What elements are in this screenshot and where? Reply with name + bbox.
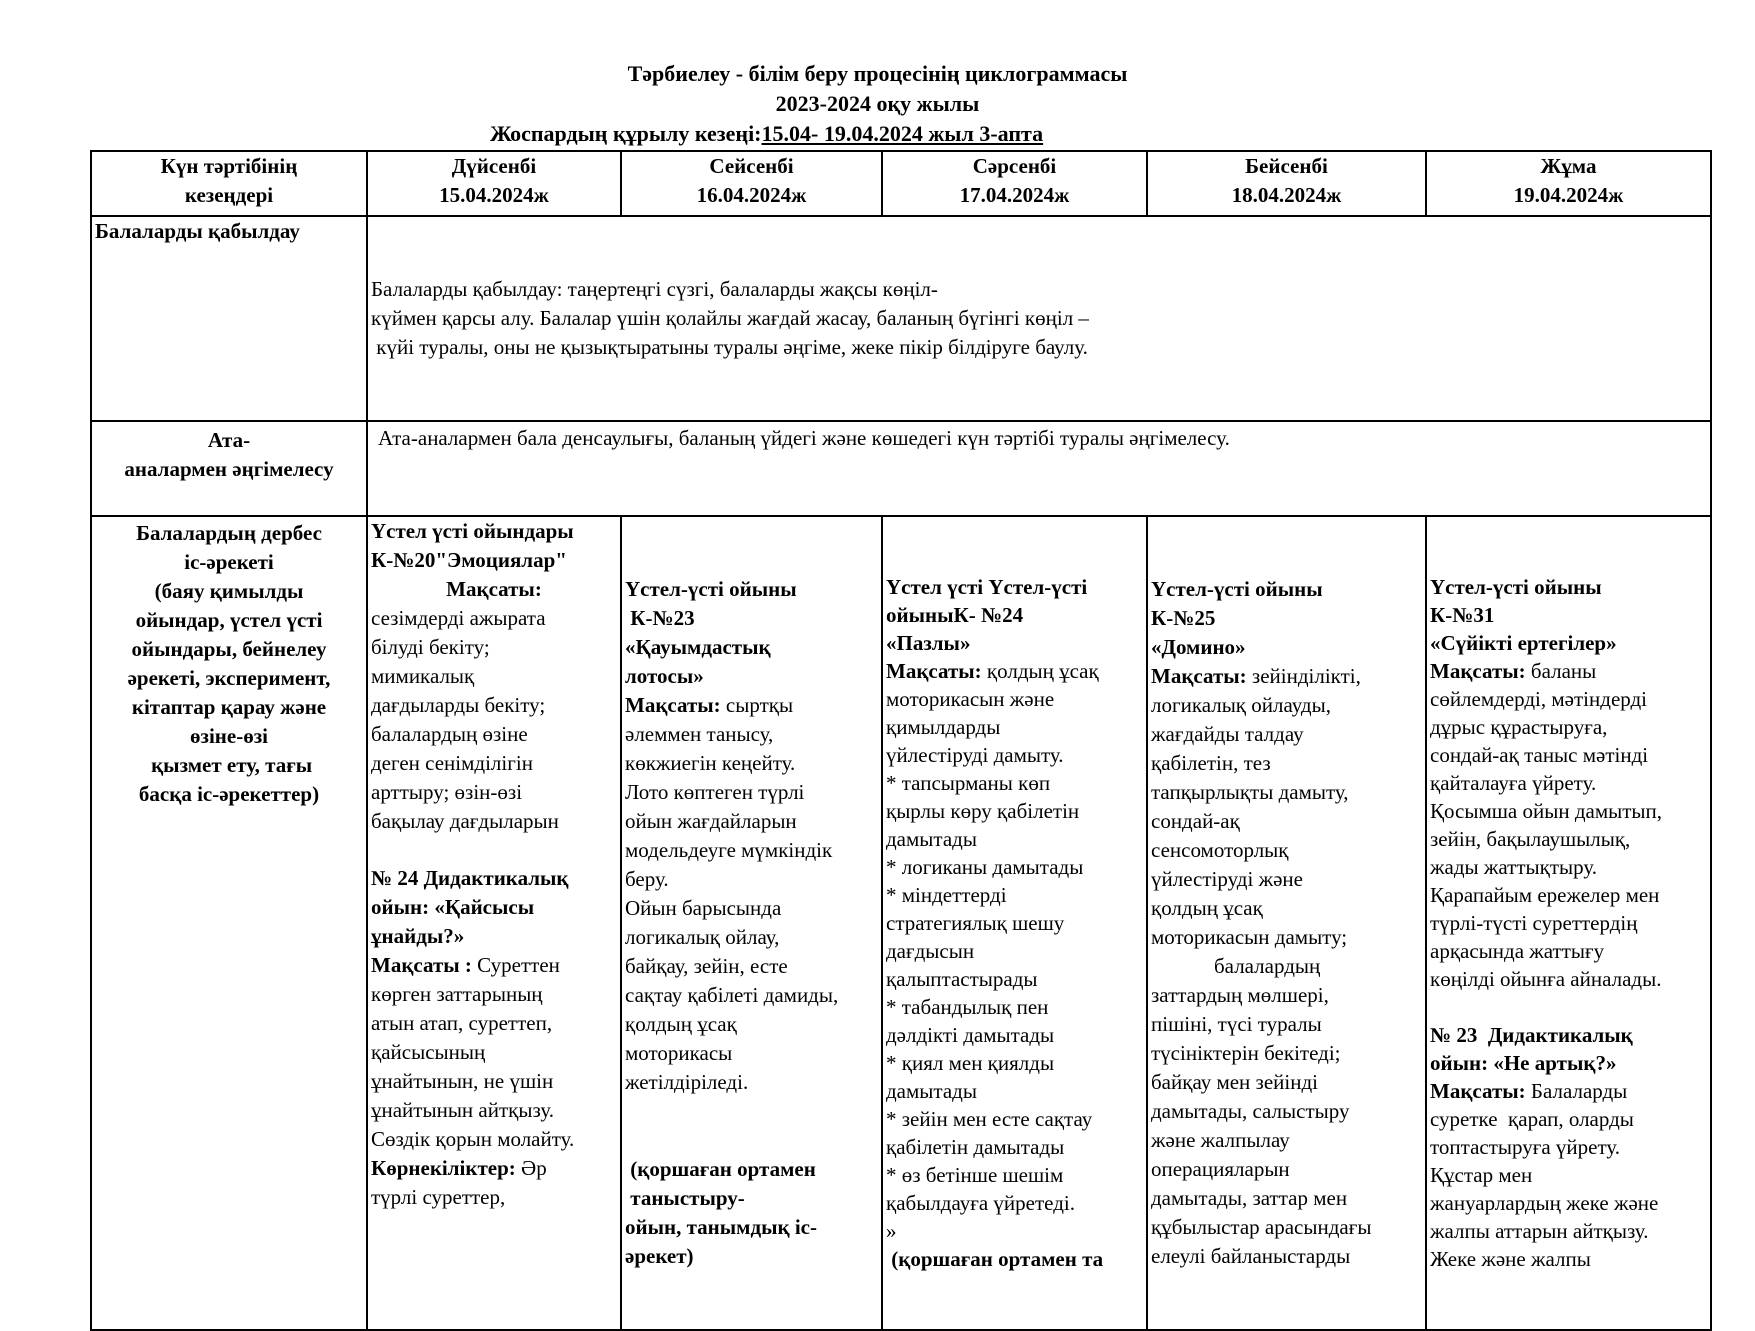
text-line: моторикасын және [886, 687, 1055, 711]
day-name: Сейсенбі [709, 154, 794, 178]
col-header-schedule [91, 151, 367, 216]
text-line: қырлы көру қабілетін [886, 799, 1080, 823]
text-line: сондай-ақ [1151, 809, 1240, 833]
game-title: «Сүйікті ертегілер» [1430, 631, 1617, 655]
text-line: * тапсырманы көп [886, 771, 1051, 795]
text-line: Құстар мен [1430, 1163, 1533, 1187]
text-line: қабілетін дамытады [886, 1135, 1065, 1159]
text-line: сенсомоторлық [1151, 838, 1289, 862]
text-line: сақтау қабілеті дамиды, [625, 983, 839, 1007]
visual-label: Көрнекіліктер: [371, 1156, 522, 1180]
col-header-friday [1426, 151, 1711, 216]
day-name: Сәрсенбі [972, 154, 1057, 178]
text-line: елеулі байланыстарды [1151, 1244, 1351, 1268]
text-line: құбылыстар арасындағы [1151, 1215, 1372, 1239]
text-line: Балаларды қабылдау: таңертеңгі сүзгі, балаларды жақсы көңіл- [371, 277, 938, 301]
game-title: ойыныК- №24 [886, 603, 1024, 627]
activity-row [91, 516, 1711, 1330]
row-label-line: басқа іс-әрекеттер) [138, 782, 320, 806]
text-line: күйі туралы, оны не қызықтыратыны туралы әңгіме, жеке пікір білдіруге баулу. [371, 335, 1088, 359]
text-line: түсініктерін бекітеді; [1151, 1041, 1341, 1065]
text-line: күймен қарсы алу. Балалар үшін қолайлы жағдай жасау, баланың бүгінгі көңіл – [371, 306, 1089, 330]
text-line: Ата-аналармен бала денсаулығы, баланың үйдегі және көшедегі күн тәртібі туралы әңгімелесу. [378, 426, 1230, 450]
game-title: лотосы» [625, 664, 704, 688]
text-line: қолдың ұсақ [1151, 896, 1263, 920]
text-line: байқау мен зейінді [1151, 1070, 1318, 1094]
goal-label: Мақсаты: [886, 659, 987, 683]
goal-label: Мақсаты: [446, 577, 542, 601]
text-line: стратегиялық шешу [886, 911, 1065, 935]
text-line: зейінділікті, [1251, 664, 1361, 688]
game-title: Үстел-үсті ойыны [1430, 575, 1602, 599]
text-line: жалпы аттарын айтқызу. [1430, 1219, 1649, 1243]
goal-label: Мақсаты: [1151, 664, 1252, 688]
monday-activity [367, 516, 621, 1330]
row-label-line: ойындар, үстел үсті [135, 608, 323, 632]
text-line: операцияларын [1151, 1157, 1290, 1181]
text-line: мимикалық [371, 664, 475, 688]
col-header-tuesday [621, 151, 882, 216]
header-row [91, 151, 1711, 216]
text-line: дағдыларды бекіту; [371, 693, 546, 717]
text-line: моторикасын дамыту; [1151, 925, 1348, 949]
plan-period [490, 121, 1043, 147]
category-note: ойын, танымдық іс- [625, 1215, 817, 1239]
text-line: қабілетін, тез [1151, 751, 1271, 775]
goal-label: Мақсаты : [371, 953, 478, 977]
row-label-line: Балалардың дербес [136, 521, 322, 545]
text-line: Жеке және жалпы [1430, 1247, 1591, 1271]
goal-label: Мақсаты: [1430, 1079, 1531, 1103]
day-date: 15.04.2024ж [439, 183, 549, 207]
text-line: қалыптастырады [886, 967, 1038, 991]
game-title: «Қауымдастық [625, 635, 771, 659]
category-note: таныстыру- [625, 1186, 745, 1210]
text-line: бақылау дағдыларын [371, 809, 559, 833]
game-title: Үстел үсті Үстел-үсті [886, 575, 1088, 599]
text-line: көрген заттарының [371, 982, 543, 1006]
game-title: К-№31 [1430, 603, 1495, 627]
text-line: Қарапайым ережелер мен [1430, 883, 1660, 907]
text-line: қолдың ұсақ [986, 659, 1099, 683]
text-line: қолдың ұсақ [625, 1012, 737, 1036]
text-line: тапқырлықты дамыту, [1151, 780, 1349, 804]
text-line: дамытады, салыстыру [1151, 1099, 1350, 1123]
game-title: № 24 Дидактикалық [371, 866, 569, 890]
row-label: Балаларды қабылдау [95, 219, 300, 243]
text-line: дамытады [886, 827, 977, 851]
text-line: жануарлардың жеке және [1430, 1191, 1659, 1215]
parents-row [91, 421, 1711, 516]
game-title: Үстел үсті ойындары [371, 519, 574, 543]
reception-row [91, 216, 1711, 421]
row-label-line: әрекеті, эксперимент, [127, 666, 331, 690]
game-title: ұнайды?» [371, 924, 465, 948]
plan-period-label: Жоспардың құрылу кезеңі: [490, 121, 762, 146]
text-line: пішіні, түсі туралы [1151, 1012, 1322, 1036]
text-line: * қиял мен қиялды [886, 1051, 1055, 1075]
text-line: * табандылық пен [886, 995, 1049, 1019]
day-date: 16.04.2024ж [696, 183, 807, 207]
text-line: дамытады [886, 1079, 977, 1103]
col-header-thursday [1147, 151, 1426, 216]
text-line: балалардың өзіне [371, 722, 528, 746]
text-line: арттыру; өзін-өзі [371, 780, 523, 804]
text-line: балалардың [1151, 954, 1321, 978]
game-title: ойын: «Қайсысы [371, 895, 535, 919]
game-title: К-№25 [1151, 606, 1216, 630]
friday-activity [1426, 516, 1711, 1330]
category-note: әрекет) [625, 1244, 694, 1268]
row-label-line: іс-әрекеті [184, 550, 274, 574]
reception-text [367, 216, 1711, 421]
text-line: Сөздік қорын молайту. [371, 1127, 575, 1151]
row-label-line: (баяу қимылды [154, 579, 304, 603]
text-line: моторикасы [625, 1041, 733, 1065]
row-label-line: Ата- [207, 428, 251, 452]
text-line: ұнайтынын айтқызу. [371, 1098, 554, 1122]
cyclogram-table [90, 150, 1712, 1331]
text-line: сезімдерді ажырата [371, 606, 546, 630]
game-title: Үстел-үсті ойыны [1151, 577, 1323, 601]
game-title: ойын: «Не артық?» [1430, 1051, 1617, 1075]
text-line: жағдайды талдау [1151, 722, 1304, 746]
row-label-line: кітаптар қарау және [131, 695, 327, 719]
text-line: жады жаттықтыру. [1430, 855, 1597, 879]
text-line: дамытады, заттар мен [1151, 1186, 1348, 1210]
tuesday-activity [621, 516, 882, 1330]
text-line: Балаларды [1530, 1079, 1628, 1103]
wednesday-activity [882, 516, 1147, 1330]
text-line: әлеммен танысу, [625, 722, 774, 746]
text-line: арқасында жаттығу [1430, 939, 1605, 963]
text-line: сөйлемдерді, мәтіндерді [1430, 687, 1648, 711]
day-name: Дүйсенбі [451, 154, 537, 178]
text-line: Ойын барысында [625, 896, 782, 920]
text-line: және жалпылау [1151, 1128, 1290, 1152]
text-line: түрлі суреттер, [371, 1185, 506, 1209]
text-line: * логиканы дамытады [886, 855, 1084, 879]
text-line: көкжиегін кеңейту. [625, 751, 796, 775]
text-line: ұнайтынын, не үшін [371, 1069, 554, 1093]
text-line: * зейін мен есте сақтау [886, 1107, 1093, 1131]
text-line: Суреттен [477, 953, 560, 977]
text-line: логикалық ойлау, [625, 925, 780, 949]
goal-label: Мақсаты: [1430, 659, 1531, 683]
text-line: » [886, 1219, 897, 1243]
document-title: Тәрбиелеу - білім беру процесінің циклограммасы [627, 61, 1128, 86]
text-line: зейін, бақылаушылық, [1430, 827, 1631, 851]
goal-label: Мақсаты: [625, 693, 726, 717]
text-line: * міндеттерді [886, 883, 1007, 907]
text-line: атын атап, суреттеп, [371, 1011, 553, 1035]
reception-label [91, 216, 367, 421]
text-line: түрлі-түсті суреттердің [1430, 911, 1638, 935]
text-line: * өз бетінше шешім [886, 1163, 1064, 1187]
text-line: дәлдікті дамытады [886, 1023, 1055, 1047]
text-line: жетілдіріледі. [625, 1070, 749, 1094]
text-line: қайталауға үйрету. [1430, 771, 1597, 795]
row-label-line: ойындары, бейнелеу [131, 637, 327, 661]
col-header-line: кезеңдері [184, 183, 274, 207]
text-line: көңілді ойынға айналады. [1430, 967, 1662, 991]
category-note: (қоршаған ортамен та [886, 1247, 1104, 1271]
row-label-line: өзіне-өзі [190, 724, 268, 748]
day-date: 18.04.2024ж [1231, 183, 1342, 207]
game-title: «Пазлы» [886, 631, 971, 655]
text-line: суретке қарап, оларды [1430, 1107, 1634, 1131]
text-line: қабылдауға үйретеді. [886, 1191, 1075, 1215]
activity-label [91, 516, 367, 1330]
text-line: сондай-ақ таныс мәтінді [1430, 743, 1649, 767]
text-line: Әр [521, 1156, 547, 1180]
school-year: 2023-2024 оқу жылы [775, 91, 980, 116]
day-date: 19.04.2024ж [1513, 183, 1624, 207]
parents-text [367, 421, 1711, 516]
game-title: Үстел-үсті ойыны [625, 577, 797, 601]
row-label-line: аналармен әңгімелесу [124, 457, 334, 481]
plan-period-value: 15.04- 19.04.2024 жыл 3-апта [761, 121, 1044, 146]
text-line: топтастыруға үйрету. [1430, 1135, 1621, 1159]
text-line: байқау, зейін, есте [625, 954, 788, 978]
row-label-line: қызмет ету, тағы [145, 753, 313, 777]
game-title: К-№23 [625, 606, 695, 630]
text-line: Қосымша ойын дамытып, [1430, 799, 1663, 823]
game-title: № 23 Дидактикалық [1430, 1023, 1633, 1047]
text-line: сыртқы [725, 693, 794, 717]
text-line: заттардың мөлшері, [1151, 983, 1329, 1007]
text-line: дағдысын [886, 939, 975, 963]
game-title: К-№20"Эмоциялар" [371, 548, 567, 572]
col-header-monday [367, 151, 621, 216]
game-title: «Домино» [1151, 635, 1246, 659]
day-name: Жұма [1540, 154, 1597, 178]
text-line: логикалық ойлауды, [1151, 693, 1331, 717]
col-header-line: Күн тәртібінің [160, 154, 298, 178]
text-line: беру. [625, 867, 669, 891]
text-line: қайсысының [371, 1040, 486, 1064]
text-line: деген сенімділігін [371, 751, 533, 775]
text-line: білуді бекіту; [371, 635, 490, 659]
thursday-activity [1147, 516, 1426, 1330]
day-name: Бейсенбі [1245, 154, 1328, 178]
text-line: қимылдарды [886, 715, 1001, 739]
text-line: үйлестіруді дамыту. [886, 743, 1064, 767]
text-line: Лото көптеген түрлі [625, 780, 805, 804]
category-note: (қоршаған ортамен [625, 1157, 816, 1181]
day-date: 17.04.2024ж [959, 183, 1070, 207]
parents-label [91, 421, 367, 516]
text-line: модельдеуге мүмкіндік [625, 838, 833, 862]
text-line: баланы [1530, 659, 1597, 683]
text-line: ойын жағдайларын [625, 809, 797, 833]
col-header-wednesday [882, 151, 1147, 216]
text-line: үйлестіруді және [1151, 867, 1303, 891]
text-line: дұрыс құрастыруға, [1430, 715, 1608, 739]
